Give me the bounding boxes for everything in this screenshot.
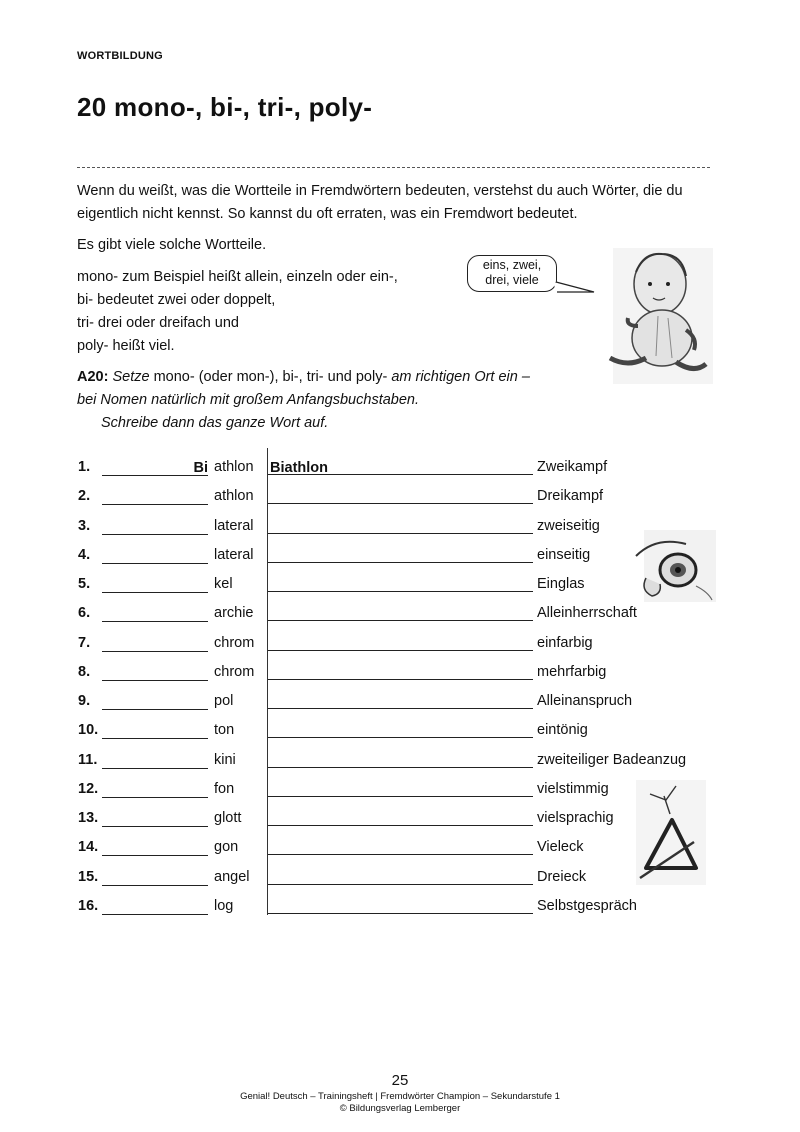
page-number: 25 xyxy=(391,1072,409,1089)
word-stem: gon xyxy=(214,839,239,855)
prefix-blank[interactable] xyxy=(102,695,208,710)
full-word-blank[interactable] xyxy=(268,783,533,797)
intro-paragraph: Wenn du weißt, was die Wortteile in Fremdwörtern bedeuten, verstehst du auch Wörter, die du eigentlich nicht kennst. So kannst du oft erraten, was ein Fremdwort bedeutet. xyxy=(77,183,683,222)
baby-illustration xyxy=(598,246,718,386)
task-line-3: Schreibe dann das ganze Wort auf. xyxy=(101,415,329,431)
prefix-blank[interactable] xyxy=(102,724,208,739)
page-title: 20 mono-, bi-, tri-, poly- xyxy=(77,92,373,122)
row-number: 14. xyxy=(78,839,99,855)
full-word-blank[interactable] xyxy=(268,812,533,826)
footer-publication: Genial! Deutsch – Trainingsheft | Fremdwörter Champion – Sekundarstufe 1 xyxy=(240,1091,560,1102)
dashed-divider xyxy=(77,167,710,168)
word-meaning: eintönig xyxy=(537,722,588,738)
prefix-blank[interactable] xyxy=(102,549,208,564)
task-prefixes: mono- (oder mon-), bi-, tri- und poly- xyxy=(153,369,388,385)
word-meaning: mehrfarbig xyxy=(537,664,607,680)
row-number: 7. xyxy=(78,635,91,651)
word-stem: kini xyxy=(214,752,236,768)
word-stem: log xyxy=(214,898,234,914)
definition-mono: mono- zum Beispiel heißt allein, einzeln oder ein-, xyxy=(77,269,398,285)
word-stem: archie xyxy=(214,605,254,621)
word-meaning: Einglas xyxy=(537,576,585,592)
speech-bubble xyxy=(467,255,557,292)
prefix-blank[interactable] xyxy=(102,666,208,681)
row-number: 16. xyxy=(78,898,99,914)
full-word-blank[interactable] xyxy=(268,549,533,563)
row-number: 4. xyxy=(78,547,91,563)
full-word-blank[interactable] xyxy=(268,900,533,914)
word-meaning: zweiteiliger Badeanzug xyxy=(537,752,687,768)
monocle-illustration xyxy=(626,530,716,602)
section-label: WORTBILDUNG xyxy=(77,50,163,62)
word-stem: kel xyxy=(214,576,233,592)
prefix-blank[interactable] xyxy=(102,520,208,535)
task-line-2: bei Nomen natürlich mit großem Anfangsbuchstaben. xyxy=(77,392,420,408)
prefix-blank[interactable] xyxy=(102,871,208,886)
word-meaning: Dreieck xyxy=(537,869,587,885)
row-number: 1. xyxy=(78,459,91,475)
prefix-definitions xyxy=(77,266,398,358)
speech-bubble-line-1: eins, zwei, xyxy=(482,258,542,272)
word-meaning: vielsprachig xyxy=(537,810,614,826)
prefix-blank[interactable] xyxy=(102,490,208,505)
full-word-blank[interactable] xyxy=(268,520,533,534)
row-number: 9. xyxy=(78,693,91,709)
definition-tri: tri- drei oder dreifach und xyxy=(77,315,239,331)
full-word-blank[interactable] xyxy=(268,578,533,592)
word-meaning: einfarbig xyxy=(537,635,593,651)
row-number: 13. xyxy=(78,810,99,826)
speech-bubble-tail xyxy=(550,268,600,298)
row-number: 5. xyxy=(78,576,91,592)
word-stem: athlon xyxy=(214,488,254,504)
word-stem: angel xyxy=(214,869,250,885)
triangle-instrument-illustration xyxy=(636,780,706,885)
word-stem: athlon xyxy=(214,459,254,475)
task-label: A20: xyxy=(77,369,109,385)
word-stem: fon xyxy=(214,781,235,797)
full-word-blank[interactable] xyxy=(268,637,533,651)
word-stem: ton xyxy=(214,722,235,738)
full-word-blank[interactable] xyxy=(268,754,533,768)
row-number: 11. xyxy=(78,752,98,768)
definition-poly: poly- heißt viel. xyxy=(77,338,175,354)
word-meaning: Alleinanspruch xyxy=(537,693,633,709)
row-number: 8. xyxy=(78,664,91,680)
full-word-blank[interactable] xyxy=(268,841,533,855)
word-stem: glott xyxy=(214,810,242,826)
word-stem: chrom xyxy=(214,635,255,651)
task-line-1 xyxy=(77,366,530,389)
task-verb: Setze xyxy=(112,369,150,385)
prefix-blank[interactable] xyxy=(102,607,208,622)
prefix-blank[interactable] xyxy=(102,841,208,856)
word-meaning: Alleinherrschaft xyxy=(537,605,637,621)
row-number: 6. xyxy=(78,605,91,621)
prefix-blank[interactable]: Bi xyxy=(102,461,208,476)
full-word-blank[interactable]: Biathlon xyxy=(268,461,533,475)
task-line-1-end: am richtigen Ort ein – xyxy=(391,369,530,385)
word-stem: lateral xyxy=(214,547,254,563)
word-meaning: Selbstgespräch xyxy=(537,898,637,914)
row-number: 15. xyxy=(78,869,99,885)
full-word-blank[interactable] xyxy=(268,724,533,738)
word-meaning: Vieleck xyxy=(537,839,584,855)
row-number: 2. xyxy=(78,488,91,504)
prefix-blank[interactable] xyxy=(102,812,208,827)
full-word-blank[interactable] xyxy=(268,871,533,885)
full-word-blank[interactable] xyxy=(268,695,533,709)
definition-bi: bi- bedeutet zwei oder doppelt, xyxy=(77,292,276,308)
word-stem: pol xyxy=(214,693,234,709)
row-number: 10. xyxy=(78,722,99,738)
full-word-blank[interactable] xyxy=(268,607,533,621)
full-word-blank[interactable] xyxy=(268,666,533,680)
word-meaning: Zweikampf xyxy=(537,459,608,475)
prefix-blank[interactable] xyxy=(102,900,208,915)
prefix-blank[interactable] xyxy=(102,578,208,593)
word-stem: lateral xyxy=(214,518,254,534)
row-number: 3. xyxy=(78,518,91,534)
footer-copyright: © Bildungsverlag Lemberger xyxy=(339,1103,461,1114)
word-meaning: Dreikampf xyxy=(537,488,604,504)
speech-bubble-line-2: drei, viele xyxy=(485,273,539,287)
task-instructions xyxy=(77,366,530,435)
intro-note: Es gibt viele solche Wortteile. xyxy=(77,237,267,253)
word-meaning: vielstimmig xyxy=(537,781,609,797)
word-meaning: einseitig xyxy=(537,547,591,563)
row-number: 12. xyxy=(78,781,99,797)
prefix-blank[interactable] xyxy=(102,754,208,769)
full-word-blank[interactable] xyxy=(268,490,533,504)
prefix-blank[interactable] xyxy=(102,637,208,652)
prefix-blank[interactable] xyxy=(102,783,208,798)
word-stem: chrom xyxy=(214,664,255,680)
word-meaning: zweiseitig xyxy=(537,518,600,534)
